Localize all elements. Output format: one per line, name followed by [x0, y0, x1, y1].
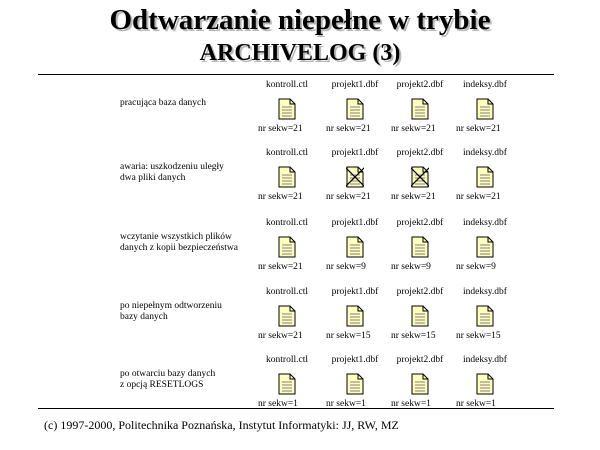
file-entry — [456, 80, 530, 150]
document-icon — [346, 236, 364, 258]
file-name: indeksy.dbf — [463, 287, 507, 297]
document-icon — [476, 166, 494, 188]
state-description — [120, 232, 265, 254]
state-description — [120, 98, 265, 109]
file-name: projekt2.dbf — [396, 355, 444, 365]
sequence-number: nr sekw=21 — [258, 192, 303, 202]
sequence-number: nr sekw=15 — [326, 331, 371, 341]
file-entry — [326, 218, 400, 288]
file-name: projekt2.dbf — [396, 287, 444, 297]
sequence-number: nr sekw=21 — [326, 124, 371, 134]
document-icon — [411, 305, 429, 327]
top-divider — [38, 74, 554, 75]
slide-title-line1: Odtwarzanie niepełne w trybie — [109, 4, 491, 36]
sequence-number: nr sekw=1 — [456, 399, 496, 409]
sequence-number: nr sekw=21 — [258, 262, 303, 272]
file-name: projekt1.dbf — [331, 148, 379, 158]
sequence-number: nr sekw=15 — [391, 331, 436, 341]
file-entry — [456, 355, 530, 425]
file-name: indeksy.dbf — [463, 218, 507, 228]
state-description-line: pracująca baza danych — [120, 98, 206, 108]
sequence-number: nr sekw=9 — [326, 262, 366, 272]
state-row — [0, 148, 600, 218]
file-name: projekt1.dbf — [331, 80, 379, 90]
file-entry — [258, 287, 332, 357]
file-entry — [391, 218, 465, 288]
file-name: kontroll.ctl — [266, 218, 308, 228]
sequence-number: nr sekw=15 — [456, 331, 501, 341]
file-name: projekt1.dbf — [331, 218, 379, 228]
file-entry — [326, 287, 400, 357]
document-icon — [278, 236, 296, 258]
file-name: projekt2.dbf — [396, 148, 444, 158]
file-entry — [391, 148, 465, 218]
document-icon — [346, 98, 364, 120]
sequence-number: nr sekw=21 — [258, 331, 303, 341]
state-description — [120, 301, 265, 323]
file-name: indeksy.dbf — [463, 355, 507, 365]
file-name: projekt2.dbf — [396, 218, 444, 228]
file-name: kontroll.ctl — [266, 287, 308, 297]
state-description — [120, 162, 265, 184]
sequence-number: nr sekw=1 — [326, 399, 366, 409]
sequence-number: nr sekw=9 — [456, 262, 496, 272]
document-icon — [411, 373, 429, 395]
sequence-number: nr sekw=21 — [456, 124, 501, 134]
document-icon — [476, 373, 494, 395]
file-entry — [326, 355, 400, 425]
state-description-line: danych z kopii bezpieczeństwa — [120, 243, 238, 253]
state-description-line: z opcją RESETLOGS — [120, 380, 204, 390]
document-icon — [411, 98, 429, 120]
file-entry — [391, 80, 465, 150]
file-entry — [258, 218, 332, 288]
state-description-line: dwa pliki danych — [120, 173, 186, 183]
bottom-divider — [38, 408, 554, 409]
document-icon — [411, 236, 429, 258]
file-name: projekt2.dbf — [396, 80, 444, 90]
document-icon — [346, 373, 364, 395]
sequence-number: nr sekw=21 — [456, 192, 501, 202]
state-description-line: bazy danych — [120, 312, 168, 322]
file-name: kontroll.ctl — [266, 80, 308, 90]
crossed-document-icon — [411, 166, 429, 188]
state-row — [0, 80, 600, 150]
file-name: kontroll.ctl — [266, 148, 308, 158]
file-entry — [456, 148, 530, 218]
state-description — [120, 369, 265, 391]
file-name: indeksy.dbf — [463, 80, 507, 90]
file-entry — [391, 355, 465, 425]
state-description-line: awaria: uszkodzeniu uległy — [120, 162, 224, 172]
crossed-document-icon — [346, 166, 364, 188]
document-icon — [278, 373, 296, 395]
slide-title-line2: ARCHIVELOG (3) — [199, 40, 401, 66]
sequence-number: nr sekw=1 — [391, 399, 431, 409]
file-entry — [456, 287, 530, 357]
file-entry — [391, 287, 465, 357]
sequence-number: nr sekw=21 — [326, 192, 371, 202]
state-row — [0, 287, 600, 357]
state-row — [0, 355, 600, 425]
document-icon — [278, 166, 296, 188]
document-icon — [278, 98, 296, 120]
sequence-number: nr sekw=21 — [258, 124, 303, 134]
footer-copyright: (c) 1997-2000, Politechnika Poznańska, Instytut Informatyki: JJ, RW, MZ — [44, 418, 399, 432]
file-name: projekt1.dbf — [331, 355, 379, 365]
document-icon — [476, 98, 494, 120]
file-name: indeksy.dbf — [463, 148, 507, 158]
file-entry — [258, 80, 332, 150]
file-entry — [456, 218, 530, 288]
file-entry — [326, 148, 400, 218]
state-description-line: po niepełnym odtworzeniu — [120, 301, 222, 311]
file-entry — [326, 80, 400, 150]
document-icon — [476, 236, 494, 258]
sequence-number: nr sekw=1 — [258, 399, 298, 409]
state-row — [0, 218, 600, 288]
file-entry — [258, 355, 332, 425]
document-icon — [278, 305, 296, 327]
file-name: kontroll.ctl — [266, 355, 308, 365]
file-entry — [258, 148, 332, 218]
sequence-number: nr sekw=21 — [391, 192, 436, 202]
document-icon — [476, 305, 494, 327]
sequence-number: nr sekw=9 — [391, 262, 431, 272]
file-name: projekt1.dbf — [331, 287, 379, 297]
document-icon — [346, 305, 364, 327]
sequence-number: nr sekw=21 — [391, 124, 436, 134]
state-description-line: wczytanie wszystkich plików — [120, 232, 232, 242]
state-description-line: po otwarciu bazy danych — [120, 369, 216, 379]
